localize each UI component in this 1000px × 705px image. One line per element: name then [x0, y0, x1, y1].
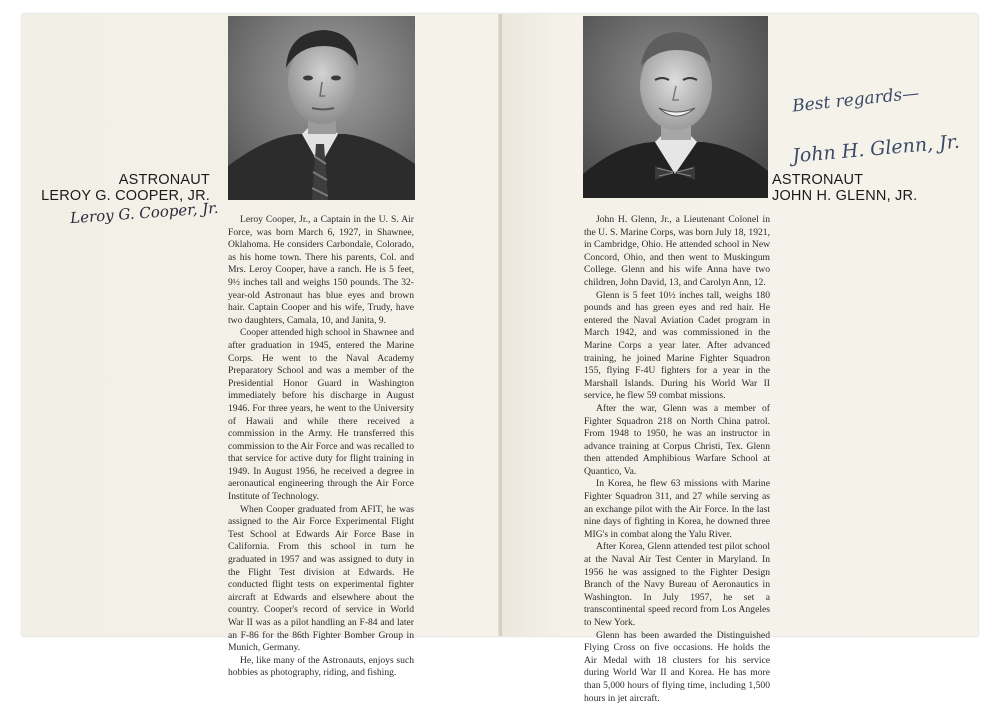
glenn-bio-paragraph: Glenn has been awarded the Distinguished Flying Cross on five occasions. He holds the Air Medal with 18 clusters for his service during World War II and Korea. He has more than 5,000 hours of flying time, including 1,500 hours in jet aircraft.	[584, 629, 770, 704]
glenn-biography	[584, 214, 770, 705]
cooper-bio-paragraph: He, like many of the Astronauts, enjoys such hobbies as photography, riding, and fishing.	[228, 654, 414, 679]
cooper-heading-title: ASTRONAUT	[118, 172, 210, 188]
glenn-portrait-photo	[583, 16, 768, 198]
glenn-bio-paragraph: After Korea, Glenn attended test pilot school at the Naval Air Test Center in Maryland. In 1956 he was assigned to the Fighter Design Branch of the Navy Bureau of Aeronautics in Washington. In July 1957, he set a transcontinental speed record from Los Angeles to New York.	[584, 541, 770, 628]
left-page	[22, 14, 500, 679]
cooper-heading-name: LEROY G. COOPER, JR.	[41, 188, 210, 204]
cooper-bio-paragraph: Cooper attended high school in Shawnee and after graduation in 1945, entered the Marine Corps. He went to the Naval Academy Preparatory School and was a member of the Presidential Honor Guard in Washington immediately before his discharge in August 1946. For three years, he went to the University of Hawaii and while there received a commission in the Army. He transferred this commission to the Air Force and was recalled to that service for active duty for flight training in 1949. In August 1956, he received a degree in aeronautical engineering through the Air Force Institute of Technology.	[228, 327, 414, 503]
cooper-portrait-photo	[228, 16, 415, 200]
cooper-bio-paragraph: When Cooper graduated from AFIT, he was assigned to the Air Force Experimental Flight Test School at Edwards Air Force Base in California. From this school in turn he graduated in 1957 and was assigned to duty in the Flight Test division at Edwards. He conducted flight tests on experimental fighter aircraft at Edwards and elsewhere about the country. Cooper's record of service in World War II was as a pilot handling an F-84 and later an F-86 for the 86th Fighter Bomber Group in Munich, Germany.	[228, 503, 414, 654]
glenn-bio-paragraph: After the war, Glenn was a member of Fighter Squadron 218 on North China patrol. From 1948 to 1950, he was an instructor in advance training at Corpus Christi, Tex. Glenn then attended Amphibious Warfare School at Quantico, Va.	[584, 402, 770, 477]
glenn-bio-paragraph: John H. Glenn, Jr., a Lieutenant Colonel in the U. S. Marine Corps, was born July 18, 1921, in Cambridge, Ohio. He attended school in New Concord, Ohio, and then went to Muskingum College. Glenn and his wife Anna have two children, John David, 13, and Carolyn Ann, 12.	[584, 214, 770, 288]
glenn-signature: John H. Glenn, Jr.	[791, 130, 961, 168]
glenn-bio-paragraph: In Korea, he flew 63 missions with Marine Fighter Squadron 311, and 27 while serving as an exchange pilot with the Air Force. In the last nine days of fighting in Korea, he downed three MIG's in combat along the Yalu River.	[584, 478, 770, 540]
right-page	[502, 14, 978, 704]
cooper-signature: Leroy G. Cooper, Jr.	[69, 198, 220, 228]
cooper-heading	[41, 172, 210, 204]
brochure-spread	[22, 14, 978, 704]
glenn-heading-title: ASTRONAUT	[772, 172, 864, 188]
cooper-bio-paragraph: Leroy Cooper, Jr., a Captain in the U. S. Air Force, was born March 6, 1927, in Shawnee, Oklahoma. He considers Carbondale, Colorado, as his home town. There his parents, Col. and Mrs. Leroy Cooper, have a ranch. He is 5 feet, 9½ inches tall and weighs 150 pounds. The 32-year-old Astronaut has blue eyes and brown hair. Captain Cooper and his wife, Trudy, have two daughters, Camala, 10, and Janita, 9.	[228, 214, 414, 326]
glenn-bio-paragraph: Glenn is 5 feet 10½ inches tall, weighs 180 pounds and has green eyes and red hair. He entered the Naval Aviation Cadet program in March 1942, and was commissioned in the Marine Corps a year later. After advanced training, he joined Marine Fighter Squadron 155, flying F-4U fighters for a year in the Marshall Islands. During his World War II service, he flew 59 combat missions.	[584, 289, 770, 402]
glenn-heading-name: JOHN H. GLENN, JR.	[772, 188, 918, 204]
glenn-heading	[772, 172, 917, 204]
cooper-biography	[228, 214, 414, 680]
glenn-inscription: Best regards—	[791, 83, 921, 117]
